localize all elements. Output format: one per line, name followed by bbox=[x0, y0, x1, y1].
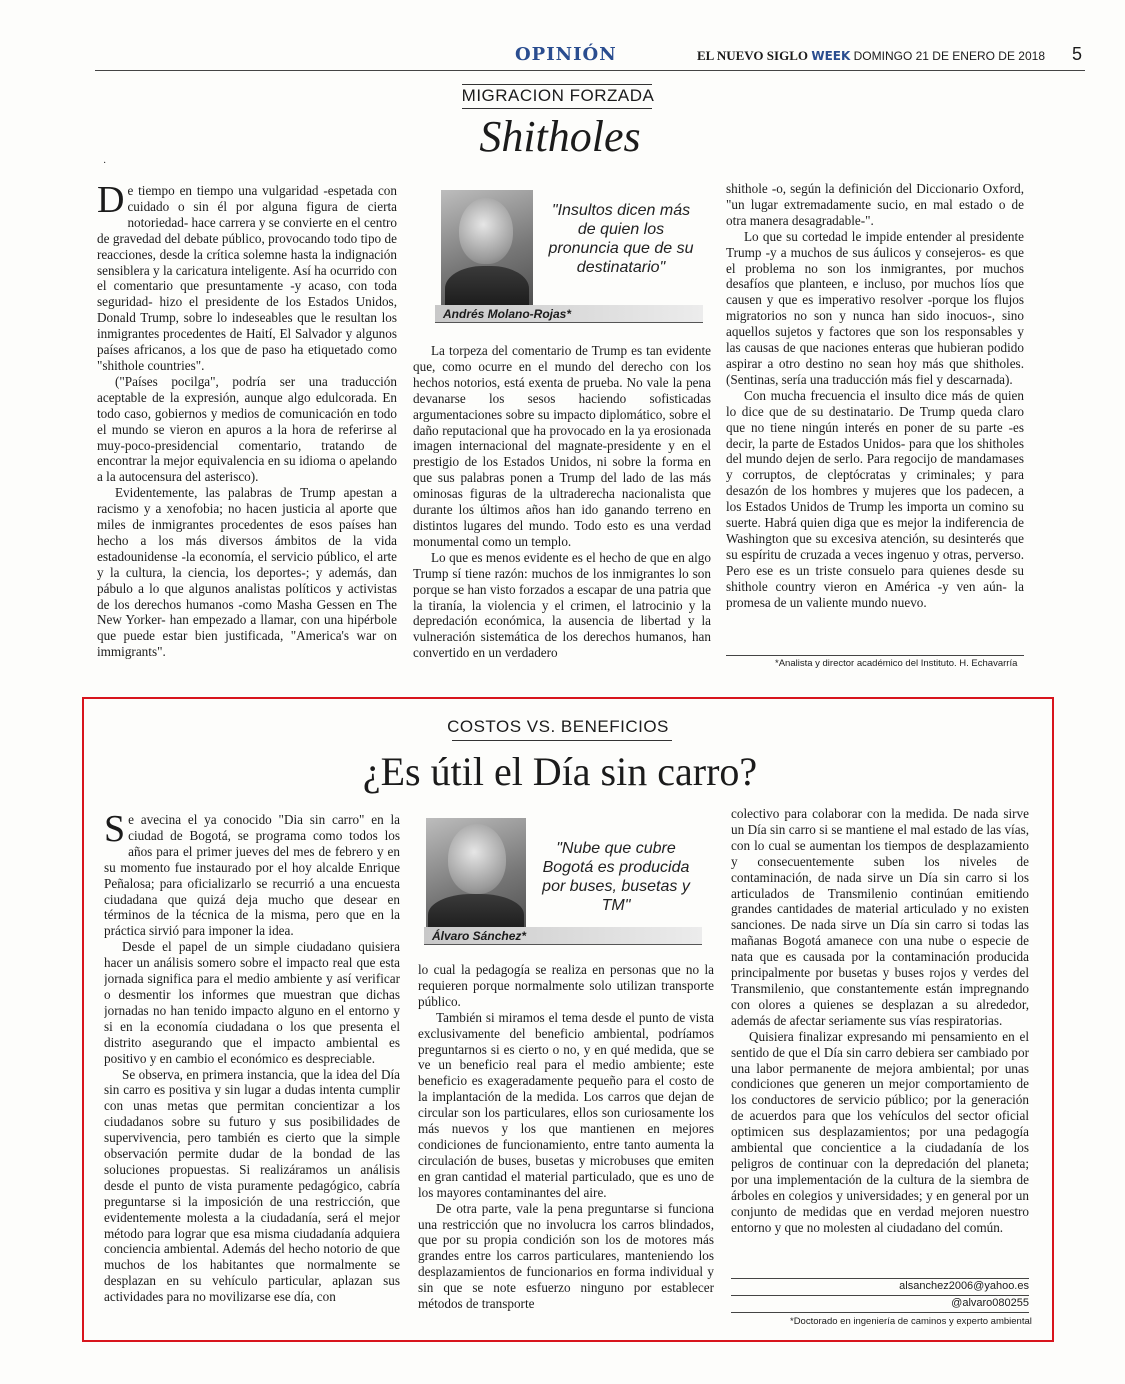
article2-col2-p1: lo cual la pedagogía se realiza en personas que no la requieren porque normalmente solo utilizan transporte público. bbox=[418, 962, 714, 1009]
header-rule bbox=[95, 70, 1085, 71]
article2-col1-p2: Desde el papel de un simple ciudadano quisiera hacer un análisis somero sobre el impacto real que esta jornada significa para el medio ambiente y así verificar o desmentir los informes que muestran que dichas jornadas no han tenido impacto alguno en el entorno y si en la economía ciudadana o los que presenta el distrito asegurando que el impacto ambiental es positivo y en cambio el económico es despreciable. bbox=[104, 939, 400, 1066]
article1-footnote-rule bbox=[726, 655, 1024, 656]
article1-column-3 bbox=[726, 181, 1024, 653]
article2-col1-p3: Se observa, en primera instancia, que la idea del Día sin carro es positiva y sin lugar a dudas intenta cumplir con unas metas que permitan concientizar a los ciudadanos sobre su futuro y sus posibilidades de supervivencia, pero también es cierto que la simple observación permite dudar de la bondad de las soluciones propuestas. Si realizáramos un análisis desde el punto de vista puramente pedagógico, cabría preguntarse si la imposición de una restricción, que evidentemente molesta a la ciudadanía, será el mejor método para lograr que esa misma ciudadanía adquiera conciencia ambiental. Además del hecho notorio de que muchos de los habitantes que normalmente se desplazan en su vehículo particular, aplazan sus actividades para no movilizarse ese día, con bbox=[104, 1066, 400, 1305]
article1-col3-p3: Con mucha frecuencia el insulto dice más de quien lo dice que de su destinatario. De Trump queda claro que no tiene ningún interés en poner de su parte -es decir, la parte de Estados Unidos- para que los shitholes del mundo dejen de serlo. Para regocijo de mandamases y corruptos, de cleptócratas y criminales; y para desazón de los hombres y mujeres que los padecen, a los Estados Unidos de Trump les importa un comino su suerte. Habrá quien diga que es mejor la indiferencia de Washington que su excesiva atención, su desinterés que su espíritu de cruzada a veces ingenuo y otras, perverso. Pero ese es un triste consuelo para quienes desde su shithole country vieron en América -y ven aún- la promesa de un valiente mundo nuevo. bbox=[726, 387, 1024, 610]
article1-col1-p1: e tiempo en tiempo una vulgaridad -espetada con cuidado o sin él por alguna figura de cierta notoriedad- hace carrera y se convierte en el centro de gravedad del debate público, provocando todo tipo de reacciones, desde la crítica solemne hasta la indignación sensiblera y la caricatura inteligente. Así ha ocurrido con el comentario que presuntamente -y acaso, con toda seguridad- hizo el presidente de los Estados Unidos, Donald Trump, sobre lo indeseables que le resultan los inmigrantes procedentes de Haití, El Salvador y algunos países africanos, a los que de paso ha etiquetado como "shithole countries". bbox=[97, 183, 397, 373]
article2-col1-p1: e avecina el ya conocido "Dia sin carro" en la ciudad de Bogotá, se programa como todos los años para el primer jueves del mes de febrero y en su momento fue instaurado por el hoy alcalde Enrique Peñalosa; para oficializarlo se recurrió a una encuesta ciudadana que quizá deja mucho que desear en términos de la técnica de la misma, pero que en la práctica sirvió para imponer la idea. bbox=[104, 812, 400, 939]
article2-quote: "Nube que cubre Bogotá es producida por buses, busetas y TM" bbox=[542, 840, 690, 914]
article2-title: ¿Es útil el Día sin carro? bbox=[362, 749, 758, 794]
article1-col2-p2: Lo que es menos evidente es el hecho de que en algo Trump sí tiene razón: muchos de los inmigrantes lo son porque se han visto forzados a escapar de una patria que la tiranía, la violencia y el crimen, el latrocinio y la depredación económica, la ausencia de libertad y la vulneración sistemática de los derechos humanos, han convertido en un verdadero bbox=[413, 549, 711, 661]
kicker-rule-bottom bbox=[462, 108, 652, 109]
article2-kicker: COSTOS VS. BENEFICIOS bbox=[447, 717, 669, 736]
page-header bbox=[95, 42, 1085, 72]
article2-contact-rule-2 bbox=[731, 1295, 1029, 1296]
article1-col2-p1: La torpeza del comentario de Trump es tan evidente que, como ocurre en el mundo del derecho con los hechos notorios, está exenta de prueba. No vale la pena devanarse los sesos haciendo sofisticadas argumentaciones sobre su impacto diplomático, sobre el daño reputacional que ha provocado en la ya erosionada imagen internacional del magnate-presidente y en el prestigio de los Estados Unidos, ni sobre la forma en que sus palabras ponen a Trump del lado de las más ominosas figuras de la ultraderecha nacionalista que durante los últimos años han ido ganando terreno en distintos lugares del mundo. Todo esto es una verdad monumental como un templo. bbox=[413, 343, 711, 549]
article2-col3-p1: colectivo para colaborar con la medida. De nada sirve un Día sin carro si se mantiene el mal estado de las vías, con lo cual se aumentan los tiempos de desplazamiento y consecuentemente suben los niveles de contaminación, de nada sirve un Día sin carro si los articulados de Transmilenio continúan emitiendo grandes cantidades de material articulado y no existen sanciones. De nada sirve un Día sin carro si todas las mañanas Bogotá amanece con una nube o especie de nata que es causada por la contaminación producida principalmente por busetas y buses rojos y verdes del Transmilenio, que constantemente están impregnando con olores a quienes se desplazan a su alrededor, además de afectar seriamente sus vías respiratorias. bbox=[731, 806, 1029, 1028]
author-email[interactable]: alsanchez2006@yahoo.es bbox=[899, 1280, 1029, 1292]
article1-quote: "Insultos dicen más de quien los pronuncia que de su destinatario" bbox=[548, 202, 694, 276]
masthead bbox=[697, 48, 1045, 64]
article2-pullquote bbox=[420, 815, 710, 950]
article2-footnote-rule bbox=[731, 1312, 1029, 1313]
article1-pullquote bbox=[413, 185, 713, 325]
article1-col3-p1: shithole -o, según la definición del Diccionario Oxford, "un lugar extremadamente sucio, en mal estado o de otra manera desagradable-". bbox=[726, 181, 1024, 228]
brand-week: WEEK bbox=[811, 49, 851, 63]
article1-title: Shitholes bbox=[479, 112, 641, 161]
article2-col2-p3: De otra parte, vale la pena preguntarse si funciona una restricción que no involucra los carros blindados, que por su propia condición son los de motores más grandes entre los carros particulares, manteniendo los desplazamientos de funcionarios en forma individual y sin que se note esfuerzo ninguno por establecer métodos de transporte bbox=[418, 1200, 714, 1312]
article2-dropcap: S bbox=[104, 812, 126, 850]
article1-col1-p2: ("Países pocilga", podría ser una traducción aceptable de la expresión, aunque algo edulcorada. En todo caso, gobiernos y medios de comunicación en todo el mundo se vieron en apuros a la hora de referirse al muy-poco-presidencial comentario, tratando de encontrar la mejor equivalencia en su idioma o apelando a la autocensura del asterisco). bbox=[97, 373, 397, 485]
author-photo-sanchez bbox=[426, 818, 526, 938]
article2-col3-p2: Quisiera finalizar expresando mi pensamiento en el sentido de que el Día sin carro debiera ser cambiado por una labor permanente de mejora ambiental; por unas condiciones que generen un mejor comportamiento de los conductores de servicio público; por la generación de acuerdos para que los vehículos del sector oficial optimicen sus desplazamientos; por una pedagogía ambiental que concientice a la ciudadanía de los peligros de continuar con la depredación del planeta; por una implementación de la cultura de la siembra de árboles en colegios y universidades; y en general por un conjunto de medidas que en verdad mejoren nuestro entorno y que no molesten al ciudadano del común. bbox=[731, 1028, 1029, 1235]
article1-col1-p3: Evidentemente, las palabras de Trump apestan a racismo y a xenofobia; no hacen justicia al aporte que miles de inmigrantes procedentes de esos países han hecho a los más diversos ámbitos de la vida estadounidense -la economía, el servicio público, el arte y la cultura, la ciencia, los deportes-; y además, dan pábulo a lo que algunos analistas políticos y activistas de los derechos humanos -como Masha Gessen en The New Yorker- han empezado a llamar, con una hipérbole que puede estar bien justificada, "America's war on immigrants". bbox=[97, 485, 397, 660]
article2-contact-rule bbox=[731, 1278, 1029, 1279]
article2-footnote: *Doctorado en ingeniería de caminos y experto ambiental bbox=[790, 1316, 1032, 1327]
article2-author: Álvaro Sánchez* bbox=[424, 927, 702, 945]
kicker-rule-top bbox=[462, 84, 652, 85]
ornament-mark: · bbox=[103, 158, 107, 169]
article2-col2-p2: También si miramos el tema desde el punto de vista exclusivamente del beneficio ambiental, podríamos preguntarnos si es cierto o no, y en qué medida, que se ve un beneficio real para el medio ambiente; este beneficio es exageradamente pequeño para el costo de la implantación de la medida. Los carros que dejan de circular son los particulares, ellos son curiosamente los más nuevos y los que mantienen en mejores condiciones de funcionamiento, entre tanto aumenta la circulación de buses, busetas y microbuses que emiten en gran cantidad el material particulado, que es uno de los mayores contaminantes del aire. bbox=[418, 1009, 714, 1200]
section-name: OPINIÓN bbox=[515, 44, 617, 65]
newspaper-brand: EL NUEVO SIGLO bbox=[696, 48, 808, 63]
article1-column-1 bbox=[97, 183, 397, 678]
article1-footnote: *Analista y director académico del Instituto. H. Echavarría bbox=[775, 658, 1018, 669]
article2-column-1 bbox=[104, 812, 400, 1332]
page-number: 5 bbox=[1071, 44, 1082, 64]
article1-kicker: MIGRACION FORZADA bbox=[461, 86, 655, 105]
article1-author: Andrés Molano-Rojas* bbox=[435, 305, 703, 323]
author-twitter[interactable]: @alvaro080255 bbox=[951, 1297, 1029, 1309]
author-photo-molano bbox=[441, 190, 533, 312]
article1-dropcap: D bbox=[97, 183, 125, 221]
article2-column-2 bbox=[418, 962, 714, 1332]
issue-date: DOMINGO 21 DE ENERO DE 2018 bbox=[853, 49, 1045, 63]
article2-column-3 bbox=[731, 806, 1029, 1274]
article1-col3-p2: Lo que su cortedad le impide entender al presidente Trump -y a muchos de sus áulicos y consejeros- es que el problema no son los inmigrantes, por muchos desafíos que planteen, e incluso, por muchos líos que causen y que es imperativo resolver -porque los flujos migratorios no son y nunca han sido inocuos-, sino aquellos sujetos y factores que son los responsables y las causas de que naciones enteras que hubieran podido aspirar a otro destino no sean hoy más que shitholes. (Sentinas, sería una traducción más fiel y descarnada). bbox=[726, 228, 1024, 387]
article2-kicker-rule bbox=[452, 740, 672, 741]
article1-column-2 bbox=[413, 343, 711, 679]
